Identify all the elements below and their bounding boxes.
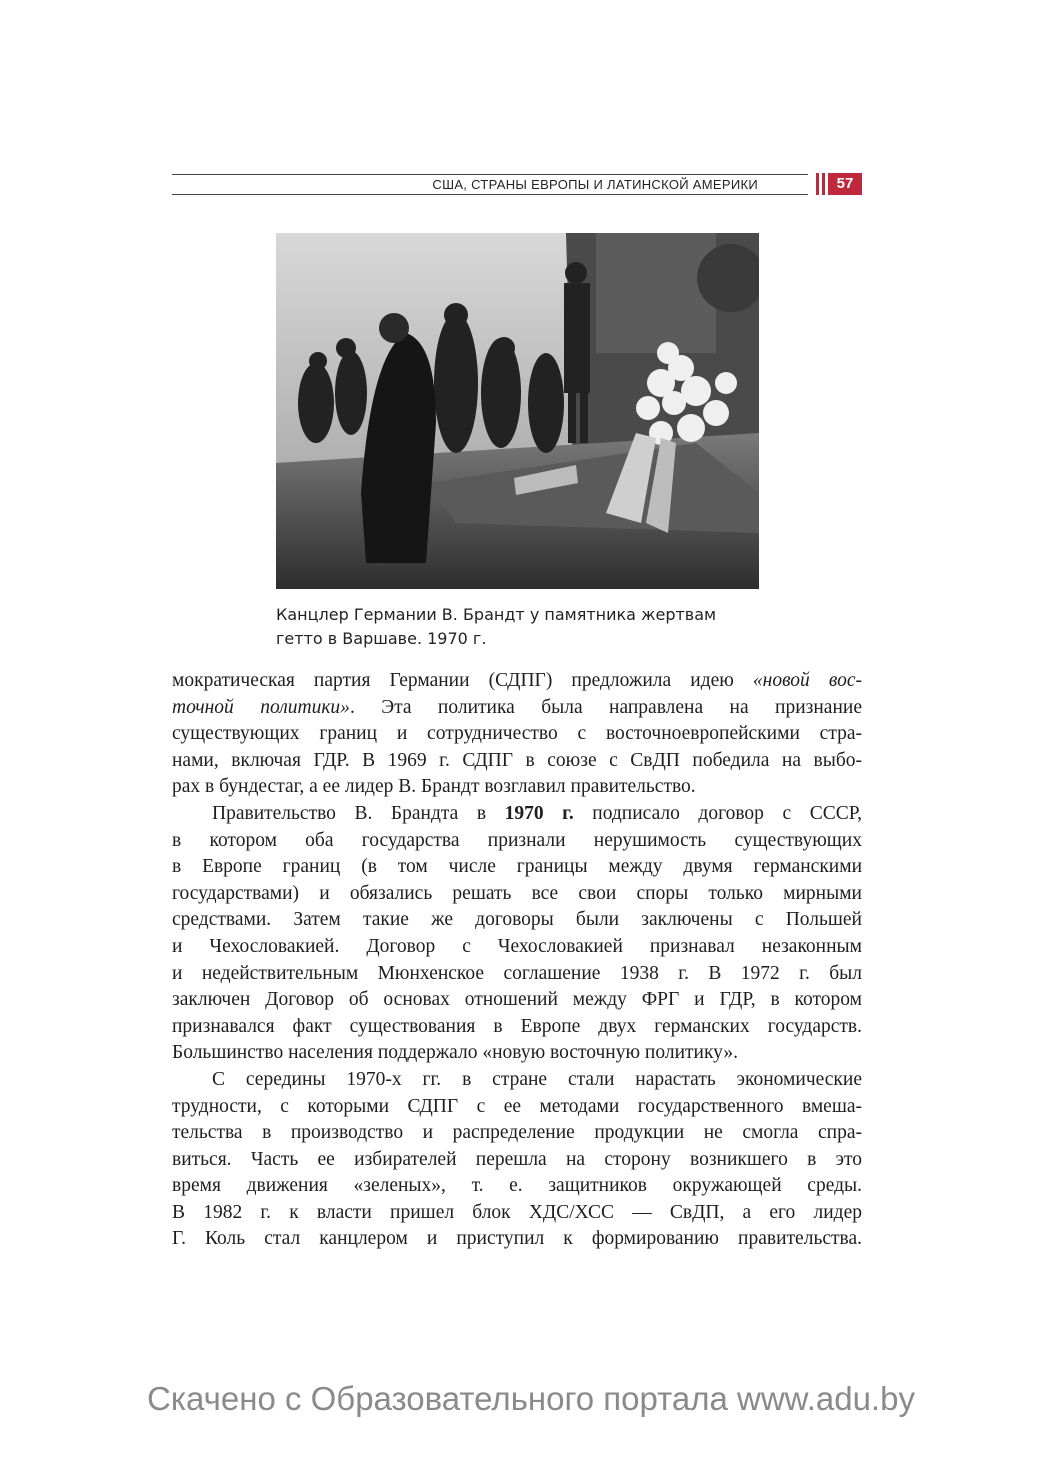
- text-line: В 1982 г. к власти пришел блок ХДС/ХСС — СвДП, а его лидер: [172, 1201, 862, 1223]
- header-title: США, СТРАНЫ ЕВРОПЫ И ЛАТИНСКОЙ АМЕРИКИ: [432, 177, 758, 192]
- header-rule-top: [172, 174, 808, 175]
- brandt-photo: [276, 233, 759, 589]
- text-line: рах в бундестаг, а ее лидер В. Брандт возглавил правительство.: [172, 776, 696, 798]
- header-rule-bottom: [172, 194, 808, 195]
- text-line: в Европе границ (в том числе границы между двумя германскими: [172, 856, 862, 878]
- text-line: заключен Договор об основах отношений между ФРГ и ГДР, в котором: [172, 989, 862, 1011]
- text-line: признавался факт существования в Европе двух германских государств.: [172, 1015, 862, 1037]
- page-number: 57: [828, 173, 862, 195]
- text-line: мократическая партия Германии (СДПГ) предложила идею «новой вос-: [172, 670, 862, 691]
- text-line: трудности, с которыми СДПГ с ее методами государственного вмеша-: [172, 1095, 862, 1117]
- text-line: и недействительным Мюнхенское соглашение 1938 г. В 1972 г. был: [172, 962, 862, 984]
- photo-icon: [276, 233, 759, 589]
- text-line: нами, включая ГДР. В 1969 г. СДПГ в союзе с СвДП победила на выбо-: [172, 749, 862, 771]
- main-text: [172, 668, 862, 1253]
- text-line: точной политики». Эта политика была направлена на признание: [172, 696, 862, 718]
- text-line: Г. Коль стал канцлером и приступил к формированию правительства.: [172, 1228, 862, 1250]
- text-line: Правительство В. Брандта в 1970 г. подписало договор с СССР,: [212, 802, 862, 824]
- text-line: в котором оба государства признали нерушимость существующих: [172, 829, 862, 851]
- text-line: время движения «зеленых», т. е. защитников окружающей среды.: [172, 1175, 862, 1197]
- header-accent-bars: [816, 173, 826, 195]
- text-line: средствами. Затем такие же договоры были заключены с Польшей: [172, 909, 862, 931]
- text-line: С середины 1970-х гг. в стране стали нарастать экономические: [212, 1068, 862, 1090]
- caption-line: гетто в Варшаве. 1970 г.: [276, 629, 487, 648]
- text-line: существующих границ и сотрудничество с восточноевропейскими стра-: [172, 723, 862, 745]
- download-watermark: Скачено с Образовательного портала www.adu.by: [147, 1380, 915, 1417]
- text-line: Большинство населения поддержало «новую восточную политику».: [172, 1042, 739, 1064]
- running-header: [172, 170, 862, 200]
- text-line: виться. Часть ее избирателей перешла на сторону возникшего в это: [172, 1148, 862, 1170]
- caption-line: Канцлер Германии В. Брандт у памятника жертвам: [276, 605, 717, 624]
- text-line: и Чехословакией. Договор с Чехословакией признавал незаконным: [172, 935, 862, 957]
- photo-caption: [276, 603, 786, 651]
- text-line: государствами) и обязались решать все свои споры только мирными: [172, 882, 862, 904]
- text-line: тельства в производство и распределение продукции не смогла спра-: [172, 1122, 862, 1144]
